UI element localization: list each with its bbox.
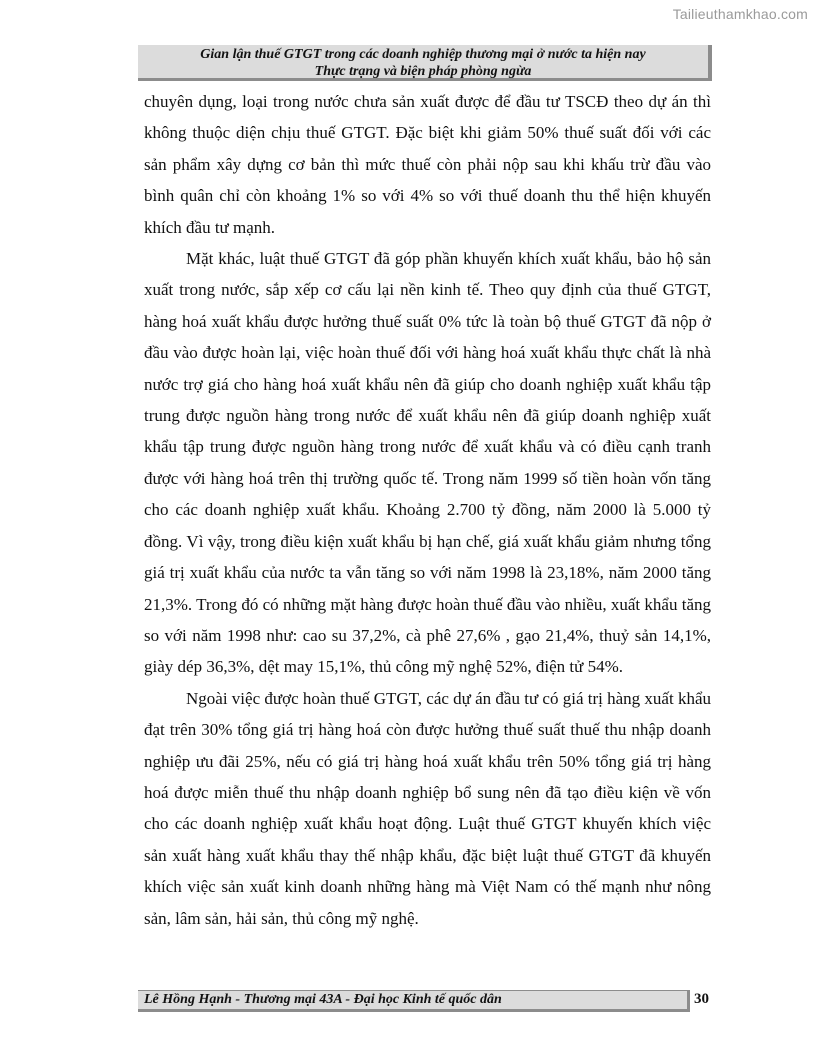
paragraph-3: Ngoài việc được hoàn thuế GTGT, các dự án đầu tư có giá trị hàng xuất khẩu đạt trên 30% tổng giá trị hàng hoá còn được hưởng thuế suất thuế thu nhập doanh nghiệp ưu đãi 25%, nếu có giá trị hàng hoá xuất khẩu trên 50% tổng giá trị hàng hoá được miễn thuế thu nhập doanh nghiệp bổ sung nên đã tạo điều kiện về vốn cho các doanh nghiệp xuất khẩu hoạt động. Luật thuế GTGT khuyến khích việc sản xuất hàng xuất khẩu thay thế nhập khẩu, đặc biệt luật thuế GTGT đã khuyến khích việc sản xuất kinh doanh những hàng mà Việt Nam có thế mạnh như nông sản, lâm sản, hải sản, thủ công mỹ nghệ. — [144, 688, 711, 928]
paragraph-2: Mặt khác, luật thuế GTGT đã góp phần khuyến khích xuất khẩu, bảo hộ sản xuất trong nước, sắp xếp cơ cấu lại nền kinh tế. Theo quy định của thuế GTGT, hàng hoá xuất khẩu được hưởng thuế suất 0% tức là toàn bộ thuế GTGT đã nộp ở đầu vào được hoàn lại, việc hoàn thuế đối với hàng hoá xuất khẩu thực chất là nhà nước trợ giá cho hàng hoá xuất khẩu nên đã giúp cho doanh nghiệp xuất khẩu tập trung được nguồn hàng trong nước để xuất khẩu nên đã giúp doanh nghiệp xuất khẩu tập trung được nguồn hàng trong nước để xuất khẩu và có điều cạnh tranh được với hàng hoá trên thị trường quốc tế. Trong năm 1999 số tiền hoàn vốn tăng cho các doanh nghiệp xuất khẩu. Khoảng 2.700 tỷ đồng, năm 2000 là 5.000 tỷ đồng. Vì vậy, trong điều kiện xuất khẩu bị hạn chế, giá xuất khẩu giảm nhưng tổng giá trị xuất khẩu của nước ta vẫn tăng so với năm 1998 là 23,18%, năm 2000 tăng 21,3%. Trong đó có những mặt hàng được hoàn thuế đầu vào nhiều, xuất khẩu tăng so với năm 1998 như: cao su 37,2%, cà phê 27,6% , gạo 21,4%, thuỷ sản 14,1%, giày dép 36,3%, dệt may 15,1%, thủ công mỹ nghệ 52%, điện tử 54%. — [144, 249, 711, 677]
header-title-line1: Gian lận thuế GTGT trong các doanh nghiệp thương mại ở nước ta hiện nay — [200, 47, 646, 62]
page-number: 30 — [694, 991, 709, 1007]
paragraph-1: chuyên dụng, loại trong nước chưa sản xuất được để đầu tư TSCĐ theo dự án thì không thuộc diện chịu thuế GTGT. Đặc biệt khi giảm 50% thuế suất đối với các sản phẩm xây dựng cơ bản thì mức thuế còn phải nộp sau khi khấu trừ đầu vào bình quân chỉ còn khoảng 1% so với 4% so với thuế doanh thu thể hiện khuyến khích đầu tư mạnh. — [144, 92, 711, 237]
running-header — [138, 45, 712, 81]
header-title-line2: Thực trạng và biện pháp phòng ngừa — [314, 64, 532, 79]
body-text — [144, 86, 711, 934]
watermark-text: Tailieuthamkhao.com — [672, 6, 808, 22]
running-footer: Lê Hồng Hạnh - Thương mại 43A - Đại học Kinh tế quốc dân — [138, 990, 690, 1012]
